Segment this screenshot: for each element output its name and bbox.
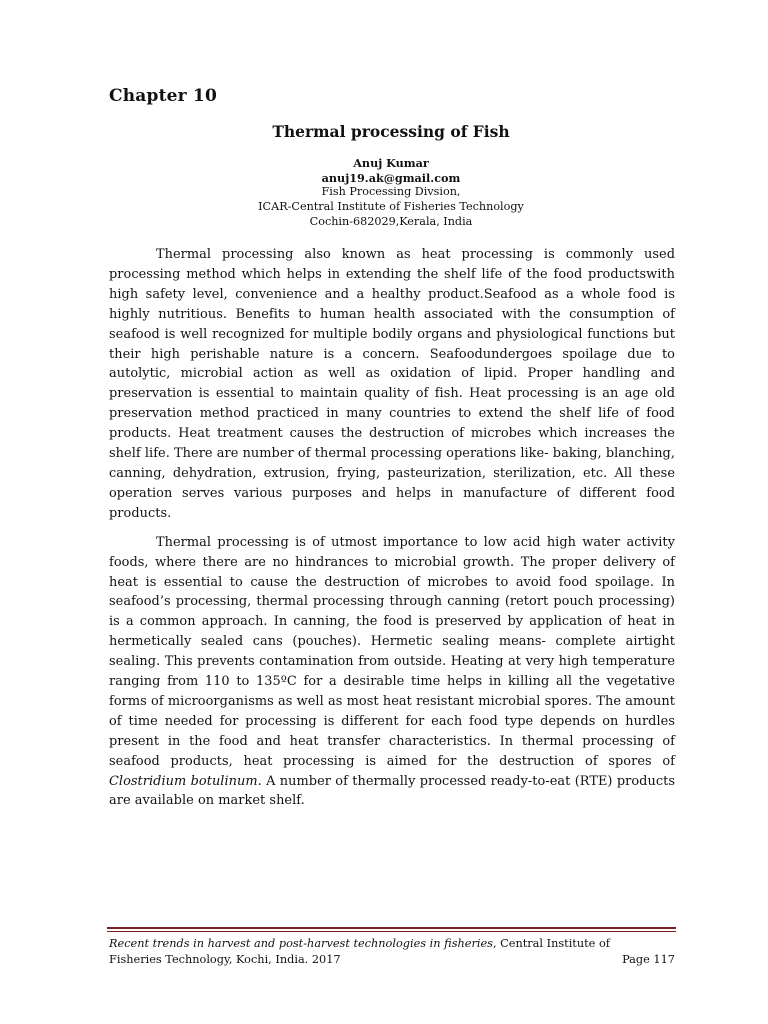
paragraph-2-text: Thermal processing is of utmost importance to low acid high water activity foods, where there are no hindrances to microbial growth. The proper delivery of heat is essential to cause the destruction of microbes to avoid food spoilage. In seafood’s processing, thermal processing through canning (retort pouch processing) is a common approach. In canning, the food is preserved by application of heat in hermetically sealed cans (pouches). Hermetic sealing means- complete airtight sealing. This prevents contamination from outside. Heating at very high temperature ranging from 110 to 135ºC for a desirable time helps in killing all the vegetative forms of microorganisms as well as most heat resistant microbial spores. The amount of time needed for processing is different for each food type depends on hurdles present in the food and heat transfer characteristics. In thermal processing of seafood products, heat processing is aimed for the destruction of spores of bbox=[109, 534, 675, 769]
chapter-heading: Chapter 10 bbox=[109, 86, 217, 106]
footer-divider bbox=[107, 927, 676, 929]
author-address: Cochin-682029,Kerala, India bbox=[309, 214, 473, 228]
author-institute: ICAR-Central Institute of Fisheries Technology bbox=[258, 200, 524, 214]
author-division: Fish Processing Divsion, bbox=[321, 185, 461, 199]
paragraph-2 bbox=[109, 533, 675, 812]
page-title: Thermal processing of Fish bbox=[272, 122, 510, 141]
footer-line-1 bbox=[109, 936, 675, 952]
footer-publisher: , Central Institute of bbox=[492, 937, 610, 950]
body-text bbox=[109, 245, 675, 820]
footer-line-2 bbox=[109, 952, 675, 968]
page-footer bbox=[109, 936, 675, 968]
author-email: anuj19.ak@gmail.com bbox=[321, 170, 461, 185]
organism-name: Clostridium botulinum bbox=[109, 773, 258, 789]
footer-divider-thin bbox=[107, 931, 676, 932]
author-block bbox=[0, 156, 768, 230]
footer-publication-title: Recent trends in harvest and post-harvest technologies in fisheries bbox=[109, 937, 493, 950]
page-number: Page 117 bbox=[622, 953, 675, 966]
author-name: Anuj Kumar bbox=[353, 156, 429, 170]
paragraph-2-text-end: . A number of thermally processed ready-to-eat (RTE) products are available on market shelf. bbox=[109, 773, 675, 809]
footer-publisher-location: Fisheries Technology, Kochi, India. 2017 bbox=[109, 953, 341, 966]
paragraph-1: Thermal processing also known as heat processing is commonly used processing method which helps in extending the shelf life of the food productswith high safety level, convenience and a healthy product.Seafood as a whole food is highly nutritious. Benefits to human health associated with the consumption of seafood is well recognized for multiple bodily organs and physiological functions but their high perishable nature is a concern. Seafoodundergoes spoilage due to autolytic, microbial action as well as oxidation of lipid. Proper handling and preservation is essential to maintain quality of fish. Heat processing is an age old preservation method practiced in many countries to extend the shelf life of food products. Heat treatment causes the destruction of microbes which increases the shelf life. There are number of thermal processing operations like- baking, blanching, canning, dehydration, extrusion, frying, pasteurization, sterilization, etc. All these operation serves various purposes and helps in manufacture of different food products. bbox=[109, 247, 675, 521]
